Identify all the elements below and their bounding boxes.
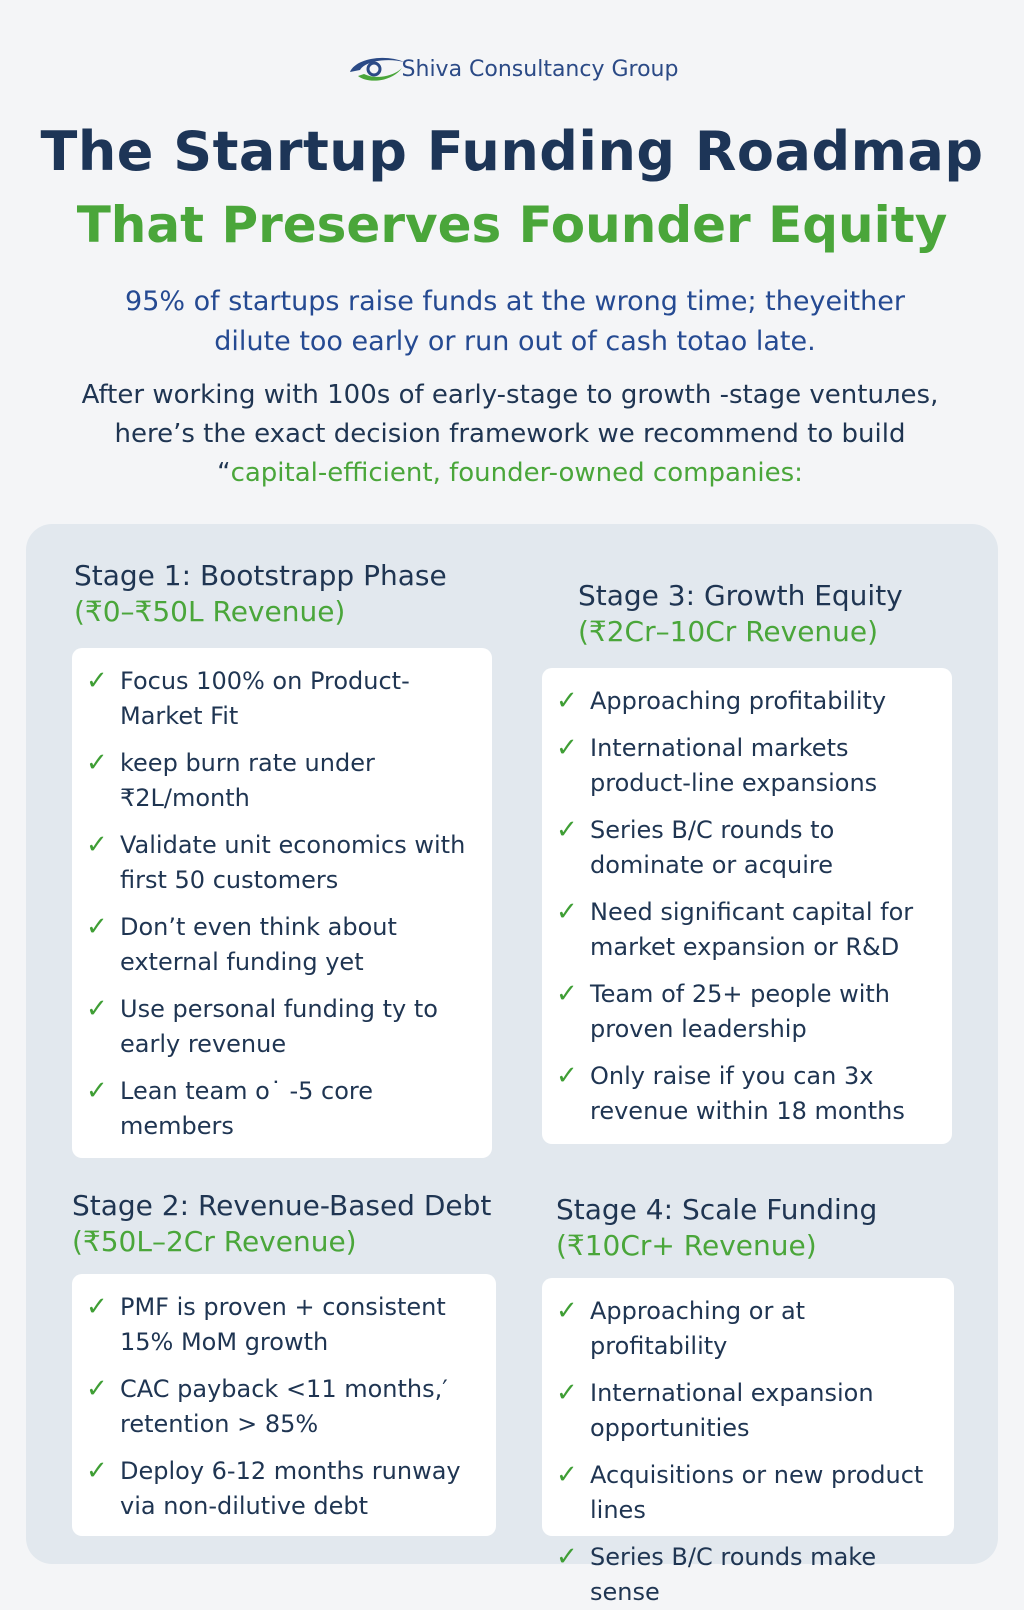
check-icon: ✓: [556, 1542, 578, 1572]
list-item: ✓ keep burn rate under ₹2L/month: [86, 748, 375, 812]
list-item: ✓ Validate unit economics with first 50 customers: [86, 830, 466, 894]
stage-3-card: [542, 668, 952, 1144]
list-item: ✓ Use personal funding ty to early revenue: [86, 994, 438, 1058]
list-item: ✓ CAC payback <11 months,′ retention > 85%: [86, 1374, 448, 1438]
check-icon: ✓: [86, 1374, 108, 1404]
lead-statement: [60, 282, 970, 362]
intro-line-2: here’s the exact decision framework we recommend to build: [114, 419, 906, 449]
check-icon: ✓: [556, 1296, 578, 1326]
lead-line-2: dilute too early or run out of cash totao late.: [214, 326, 816, 357]
stage-2-card: [72, 1274, 496, 1536]
check-icon: ✓: [556, 733, 578, 763]
check-icon: ✓: [556, 1061, 578, 1091]
check-icon: ✓: [86, 994, 108, 1024]
list-item: ✓ Series B/C rounds to dominate or acquire: [556, 815, 835, 879]
list-item: ✓ International markets product-line expansions: [556, 733, 878, 797]
list-item: ✓ International expansion opportunities: [556, 1378, 874, 1442]
check-icon: ✓: [86, 1076, 108, 1106]
stage-1-title: Stage 1: Bootstrapp Phase: [74, 559, 447, 592]
list-item: ✓ Don’t even think about external funding yet: [86, 912, 397, 976]
check-icon: ✓: [86, 1292, 108, 1322]
stage-1-card: [72, 648, 492, 1158]
check-icon: ✓: [86, 1456, 108, 1486]
list-item: ✓ PMF is proven + consistent 15% MoM growth: [86, 1292, 446, 1356]
list-item: ✓ Focus 100% on Product-Market Fit: [86, 666, 410, 730]
intro-line-1: After working with 100s of early-stage to growth -stage ventuлes,: [81, 380, 939, 410]
check-icon: ✓: [86, 748, 108, 778]
stage-2-heading: [72, 1188, 492, 1260]
stage-4-heading: [556, 1192, 956, 1264]
page-title: The Startup Funding Roadmap: [40, 120, 984, 183]
list-item: ✓ Need significant capital for market expansion or R&D: [556, 897, 914, 961]
stage-2-title: Stage 2: Revenue-Based Debt: [72, 1189, 492, 1222]
list-item: ✓ Lean team o˙ -5 core members: [86, 1076, 374, 1140]
check-icon: ✓: [556, 897, 578, 927]
list-item: ✓ Only raise if you can 3x revenue within 18 months: [556, 1061, 905, 1125]
lead-line-1: 95% of startups raise funds at the wrong time; theyeither: [125, 286, 905, 317]
stage-4-revenue: (₹10Cr+ Revenue): [556, 1229, 817, 1262]
stage-3-revenue: (₹2Cr–10Cr Revenue): [578, 615, 879, 648]
list-item: ✓ Deploy 6-12 months runway via non-dilutive debt: [86, 1456, 461, 1520]
intro-line-3: [40, 454, 980, 493]
list-item: ✓ Approaching or at profitability: [556, 1296, 806, 1360]
intro-paragraph: [40, 376, 980, 493]
swoosh-logo-icon: [346, 52, 408, 86]
check-icon: ✓: [556, 1460, 578, 1490]
stage-1-revenue: (₹0–₹50L Revenue): [74, 595, 346, 628]
brand-name: Shiva Consultancy Group: [401, 56, 679, 82]
stage-1-heading: [74, 558, 494, 630]
stage-4-title: Stage 4: Scale Funding: [556, 1193, 878, 1226]
list-item: ✓ Series B/C rounds make sense: [556, 1542, 877, 1606]
check-icon: ✓: [556, 1378, 578, 1408]
intro-highlight: capital-efficient, founder-owned companies:: [230, 458, 803, 488]
stage-3-title: Stage 3: Growth Equity: [578, 579, 903, 612]
check-icon: ✓: [86, 830, 108, 860]
intro-quote-mark: “: [217, 458, 231, 488]
list-item: ✓ Team of 25+ people with proven leadership: [556, 979, 890, 1043]
check-icon: ✓: [556, 979, 578, 1009]
check-icon: ✓: [86, 912, 108, 942]
check-icon: ✓: [86, 666, 108, 696]
brand-header: [0, 52, 1024, 86]
stage-4-card: [542, 1278, 954, 1606]
stage-3-heading: [578, 578, 958, 650]
stage-2-revenue: (₹50L–2Cr Revenue): [72, 1225, 357, 1258]
check-icon: ✓: [556, 686, 578, 716]
list-item: ✓ Acquisitions or new product lines: [556, 1460, 924, 1524]
page-subtitle: That Preserves Founder Equity: [76, 196, 948, 254]
list-item: ✓ Approaching profitability: [556, 684, 938, 719]
check-icon: ✓: [556, 815, 578, 845]
